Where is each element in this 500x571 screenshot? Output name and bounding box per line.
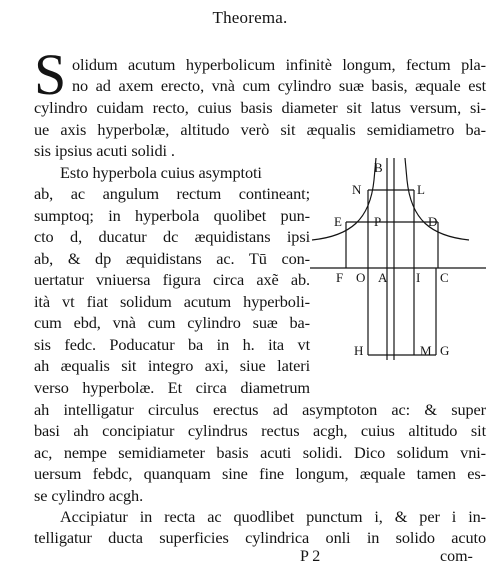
label-a: A xyxy=(378,270,388,285)
label-l: L xyxy=(417,182,425,197)
text-line-18: basi ah concipiatur cylindrus rectus acgh, cuius altitudo sit xyxy=(34,421,486,440)
text-line-11: uertatur vniuersa figura circa axẽ ab. xyxy=(34,270,310,289)
text-line-5: sis ipsius acuti solidi . xyxy=(34,141,175,160)
text-line-9: cto d, ducatur dc æquidistans ipsi xyxy=(34,227,310,246)
text-line-3: cylindro cuidam recto, cuius basis diameter sit latus versum, si- xyxy=(34,98,486,117)
label-i: I xyxy=(416,270,421,285)
label-e: E xyxy=(334,214,342,229)
text-line-4: ue axis hyperbolæ, altitudo verò sit æqualis semidiametro ba- xyxy=(34,120,486,139)
label-d: D xyxy=(428,214,438,229)
label-g: G xyxy=(440,343,450,358)
text-line-14: sis fedc. Poducatur ba in h. ita vt xyxy=(34,335,310,354)
text-line-19: ac, nempe semidiameter basis acuti solidi. Dico solidum vni- xyxy=(34,443,486,462)
text-line-8: sumptoq; in hyperbola quolibet pun- xyxy=(34,206,310,225)
page-title: Theorema. xyxy=(212,8,288,27)
text-line-21: se cylindro acgh. xyxy=(34,486,144,505)
signature-mark: P 2 xyxy=(300,548,321,565)
text-line-13: cum ebd, vnà cum cylindro suæ ba- xyxy=(34,313,310,332)
text-line-20: uersum febdc, quanquam sine fine longum, æquale tamen es- xyxy=(34,464,486,483)
label-n: N xyxy=(352,182,362,197)
label-p: P xyxy=(374,214,382,229)
text-line-16: verso hyperbolæ. Et circa diametrum xyxy=(34,378,310,397)
label-o: O xyxy=(356,270,366,285)
text-line-2: no ad axem erecto, vnà cum cylindro suæ basis, æquale est xyxy=(72,76,486,95)
label-b: B xyxy=(374,160,383,175)
text-line-22: Accipiatur in recta ac quodlibet punctum i, & per i in- xyxy=(60,507,486,526)
label-m: M xyxy=(420,343,432,358)
hyperbola-left-branch xyxy=(312,158,376,240)
label-h: H xyxy=(354,343,364,358)
text-line-1: olidum acutum hyperbolicum infinitè longum, fectum pla- xyxy=(72,55,486,74)
text-line-7: ab, ac angulum rectum contineant; xyxy=(34,184,310,203)
label-f: F xyxy=(336,270,344,285)
text-line-10: ab, & dp æquidistans ac. Tū con- xyxy=(34,249,310,268)
text-line-17: ah intelligatur circulus erectus ad asymptoton ac: & super xyxy=(34,400,486,419)
text-line-15: ah æqualis sit integro axi, siue lateri xyxy=(34,356,310,375)
text-line-6: Esto hyperbola cuius asymptoti xyxy=(60,163,262,182)
text-line-12: ità vt fiat solidum acutum hyperboli- xyxy=(34,292,310,311)
text-line-23: telligatur ducta superficies cylindrica onli in solido acuto xyxy=(34,528,486,547)
hyperbola-figure xyxy=(310,150,490,370)
label-c: C xyxy=(440,270,449,285)
catchword: com- xyxy=(440,548,473,565)
drop-cap: S xyxy=(34,42,67,107)
